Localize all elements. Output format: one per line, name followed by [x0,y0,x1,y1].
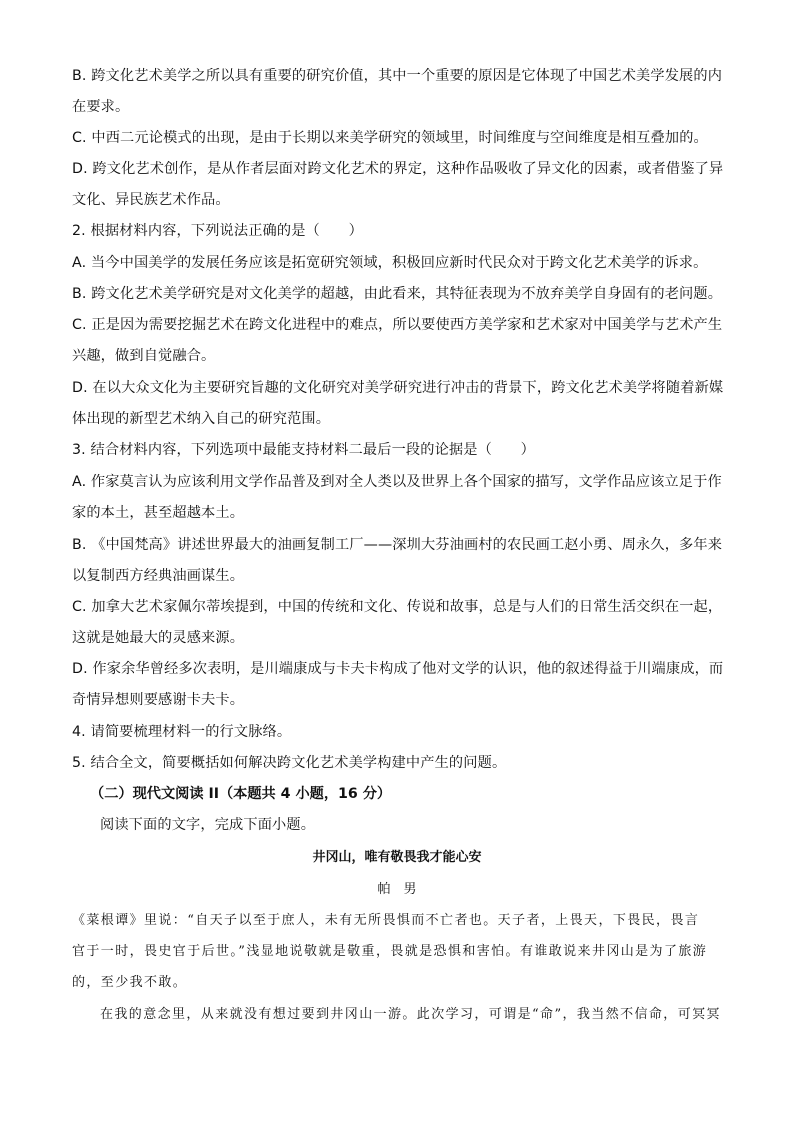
q3-option-c-line1: C. 加拿大艺术家佩尔蒂埃提到，中国的传统和文化、传说和故事，总是与人们的日常生活交织在一起， [72,599,723,615]
q1-option-d-line2: 文化、异民族艺术作品。 [72,192,230,208]
q3-option-a-line2: 家的本土，甚至超越本土。 [72,505,245,521]
q2-option-b: B. 跨文化艺术美学研究是对文化美学的超越，由此看来，其特征表现为不放弃美学自身固有的老问题。 [72,286,723,302]
section-heading: （二）现代文阅读 II（本题共 4 小题，16 分） [90,786,392,802]
passage-title: 井冈山，唯有敬畏我才能心安 [312,850,482,865]
q3-option-a-line1: A. 作家莫言认为应该利用文学作品普及到对全人类以及世界上各个国家的描写，文学作品应该立足于作 [72,474,722,490]
passage-p2-line1: 在我的意念里，从来就没有想过要到井冈山一游。此次学习，可谓是“命”，我当然不信命，可冥冥 [100,1007,721,1022]
q3-stem: 3. 结合材料内容，下列选项中最能支持材料二最后一段的论据是（ ） [72,442,535,458]
q3-option-c-line2: 这就是她最大的灵感来源。 [72,630,245,646]
q1-option-c: C. 中西二元论模式的出现，是由于长期以来美学研究的领域里，时间维度与空间维度是相互叠加的。 [72,130,708,146]
q2-option-d-line1: D. 在以大众文化为主要研究旨趣的文化研究对美学研究进行冲击的背景下，跨文化艺术美学将随着新媒 [72,380,724,396]
q1-option-b-line2: 在要求。 [72,99,130,115]
passage-author: 帕 男 [377,882,417,897]
q3-option-b-line2: 以复制西方经典油画谋生。 [72,568,245,584]
q1-option-b-line1: B. 跨文化艺术美学之所以具有重要的研究价值，其中一个重要的原因是它体现了中国艺术美学发展的内 [72,68,723,84]
section-instruction: 阅读下面的文字，完成下面小题。 [100,817,316,833]
passage-p1-line1: 《菜根谭》里说：“自天子以至于庶人，未有无所畏惧而不亡者也。天子者，上畏天，下畏民，畏言 [72,913,700,928]
q2-option-c-line2: 兴趣，做到自觉融合。 [72,348,216,364]
q3-option-d-line2: 奇情异想则要感谢卡夫卡。 [72,692,245,708]
q2-option-c-line1: C. 正是因为需要挖掘艺术在跨文化进程中的难点，所以要使西方美学家和艺术家对中国美学与艺术产生 [72,317,723,333]
q2-option-a: A. 当今中国美学的发展任务应该是拓宽研究领域，积极回应新时代民众对于跨文化艺术美学的诉求。 [72,255,708,271]
q3-option-d-line1: D. 作家余华曾经多次表明，是川端康成与卡夫卡构成了他对文学的认识，他的叙述得益于川端康成，而 [72,661,724,677]
passage-p1-line3: 的，至少我不敢。 [72,975,188,990]
q2-option-d-line2: 体出现的新型艺术纳入自己的研究范围。 [72,411,331,427]
q1-option-d-line1: D. 跨文化艺术创作，是从作者层面对跨文化艺术的界定，这种作品吸收了异文化的因素，或者借鉴了异 [72,161,724,177]
q2-stem: 2. 根据材料内容，下列说法正确的是（ ） [72,223,363,239]
q4-stem: 4. 请简要梳理材料一的行文脉络。 [72,724,292,740]
q3-option-b-line1: B. 《中国梵高》讲述世界最大的油画复制工厂——深圳大芬油画村的农民画工赵小勇、周永久，多年来 [72,537,723,553]
q5-stem: 5. 结合全文，简要概括如何解决跨文化艺术美学构建中产生的问题。 [72,755,507,771]
passage-p1-line2: 官于一时，畏史官于后世。”浅显地说敬就是敬重，畏就是恐惧和害怕。有谁敢说来井冈山是为了旅游 [72,944,708,959]
